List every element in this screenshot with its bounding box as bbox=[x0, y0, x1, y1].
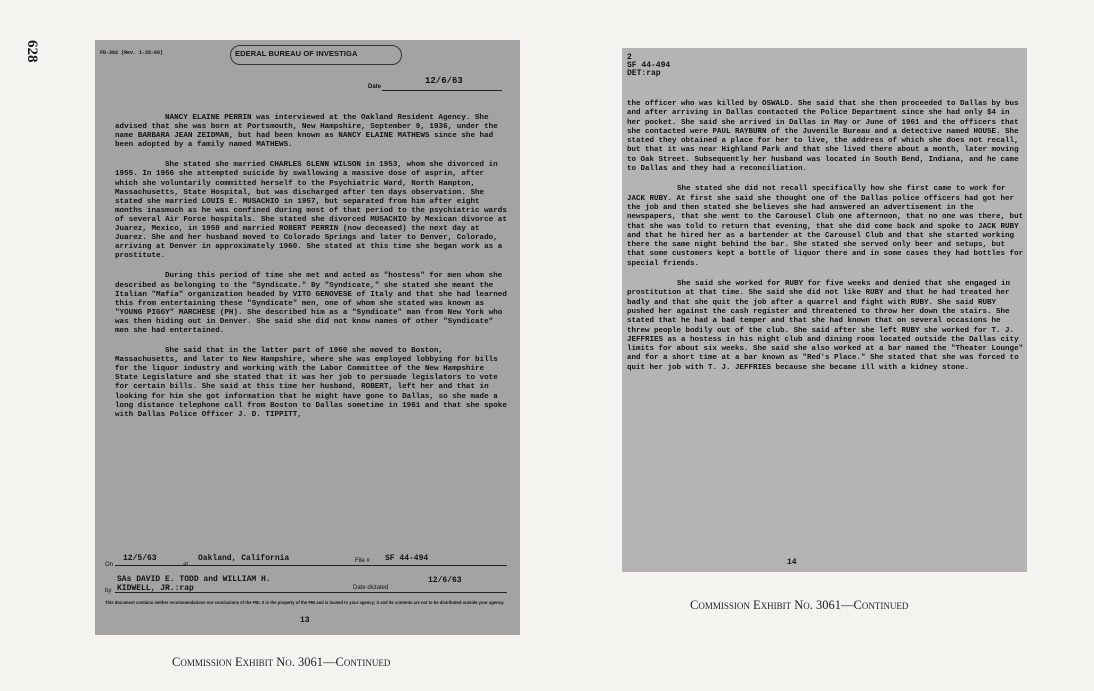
left-page-number: 13 bbox=[300, 616, 310, 625]
paragraph: She stated she did not recall specifically how she first came to work for JACK RUBY. At first she said she thought one of the Dallas police officers had got her the job and then stated she believes she had answered an advertisement in the newspapers, that she went to the Carousel Club one afternoon, that no one was there, but that she was told to return that evening, that she did come back and spoke to JACK RUBY and that he hired her as a bartender at the Carousel Club and that she started working there the same night behind the bar. She stated she served only beer and setups, but that some customers kept a bottle of liquor there and in some cases they had bottles for special friends. bbox=[627, 185, 1024, 268]
by-label: by bbox=[105, 588, 112, 594]
at-label: at bbox=[183, 562, 189, 568]
on-label: On bbox=[105, 562, 114, 568]
fbi-report-page-right bbox=[622, 48, 1027, 572]
bureau-header: EDERAL BUREAU OF INVESTIGA bbox=[235, 49, 358, 58]
report-body-left bbox=[115, 114, 510, 431]
typist-initials: DET:rap bbox=[627, 69, 661, 78]
date-underline bbox=[382, 90, 502, 91]
continuation-page: 2 bbox=[627, 53, 632, 62]
date-dictated-label: Date dictated bbox=[353, 585, 389, 591]
form-number: FD-302 (Rev. 1-25-60) bbox=[100, 50, 164, 56]
exhibit-caption-left: Commission Exhibit No. 3061—Continued bbox=[172, 655, 391, 669]
file-number: SF 44-494 bbox=[385, 554, 429, 563]
paragraph: During this period of time she met and acted as "hostess" for men whom she described as belonging to the "Syndicate." By "Syndicate," she stated she meant the Italian "Mafia" organization headed by VITO GENOVESE of Italy and that she had learned this from entertaining these "Syndicate" men, one of whom she stated was known as "YOUNG PIGGY" MARCHESE (PH). She described him as a "Syndicate" man from New York who was then hiding out in Denver. She said she did not know names of other "Syndicate" men she had entertained. bbox=[115, 272, 507, 335]
fbi-disclaimer: This document contains neither recommendations nor conclusions of the FBI. It is the property of the FBI and is loaned to your agency; it and its contents are not to be distributed outside your agency. bbox=[105, 600, 505, 605]
paragraph: She stated she married CHARLES GLENN WILSON in 1953, whom she divorced in 1955. In 1956 she attempted suicide by swallowing a massive dose of asprin, after which she voluntarily committed herself to the Psychiatric Ward, North Hampton, Massachusetts, State Hospital, but was discharged after ten days observation. She stated she married LOUIS E. MUSACHIO in 1957, but separated from him after eight months inasmuch as he was confined during most of that period to the psychiatric wards of several Air Force hospitals. She stated she divorced MUSACHIO by Mexican divorce at Juarez, Mexico, in 1959 and married ROBERT PERRIN (now deceased) the next day at Juarez. She and her husband moved to Colorado Springs and later to Denver, Colorado, arriving at Denver in approximately 1960. She stated at this time she began work as a prostitute. bbox=[115, 161, 507, 261]
date-label: Date bbox=[368, 84, 382, 90]
footer-rule bbox=[115, 565, 507, 566]
paragraph: She said that in the latter part of 1960 she moved to Boston, Massachusetts, and later to New Hampshire, where she was employed lobbying for bills for the liquor industry and working with the Labor Committee of the New Hampshire State Legislature and she stated that it was her job to persuade legislators to vote for certain bills. She said at this time her husband, ROBERT, left her and that in looking for him she got information that he might have gone to Dallas, so she made a long distance telephone call from Boston to Dallas sometime in 1961 and that she spoke with Dallas Police Officer J. D. TIPPITT, bbox=[115, 347, 507, 419]
fbi-report-page-left bbox=[95, 40, 520, 635]
interview-location: Oakland, California bbox=[198, 554, 290, 563]
file-label: File # bbox=[355, 558, 370, 564]
paragraph: She said she worked for RUBY for five weeks and denied that she engaged in prostitution at that time. She said she did not like RUBY and that he had treated her badly and that she quit the job after a quarrel and fight with RUBY. She said RUBY pushed her against the cash register and threatened to throw her down the stairs. She stated that he had a bad temper and that she had known that on several occasions he threw people bodily out of the club. She said after she left RUBY she worked for T. J. JEFFRIES as a hostess in his night club and dining room located outside the Dallas city limits for about six weeks. She said she also worked at a bar named the "Theater Lounge" and for a short time at a bar known as "Red's Place." She stated that she was forced to quit her job with T. J. JEFFRIES because she became ill with a kidney stone. bbox=[627, 280, 1024, 372]
paragraph: NANCY ELAINE PERRIN was interviewed at the Oakland Resident Agency. She advised that she was born at Portsmouth, New Hampshire, September 9, 1936, under the name BARBARA JEAN ZEIDMAN, but had been known as NANCY ELAINE MATHEWS since she had been adopted by a family named MATHEWS. bbox=[115, 114, 498, 150]
paragraph: the officer who was killed by OSWALD. She said that she then proceeded to Dallas by bus and after arriving in Dallas contacted the Police Department since she had only $4 in her pocket. She said she arrived in Dallas in May or June of 1961 and the officers that she contacted were PAUL RAYBURN of the Juvenile Bureau and a detective named HOUSE. She stated they obtained a place for her to live, the address of which she does not recall, but that it was near Highland Park and that she lived there about a month, later moving to Oak Street. Subsequently her husband was located in South Bend, Indiana, and he came to Dallas and they had a reconciliation. bbox=[627, 100, 1019, 174]
exhibit-caption-right: Commission Exhibit No. 3061—Continued bbox=[690, 598, 909, 612]
agents-line-2: KIDWELL, JR.:rap bbox=[117, 584, 194, 593]
agents-line-1: SAs DAVID E. TODD and WILLIAM H. bbox=[117, 575, 271, 584]
date-dictated-value: 12/6/63 bbox=[428, 576, 462, 585]
right-page-number: 14 bbox=[787, 558, 797, 567]
date-value: 12/6/63 bbox=[425, 76, 463, 86]
file-number: SF 44-494 bbox=[627, 61, 671, 70]
footer-rule bbox=[115, 592, 507, 593]
page-number: 628 bbox=[24, 40, 40, 63]
interview-date: 12/5/63 bbox=[123, 554, 157, 563]
report-body-right bbox=[627, 100, 1025, 384]
